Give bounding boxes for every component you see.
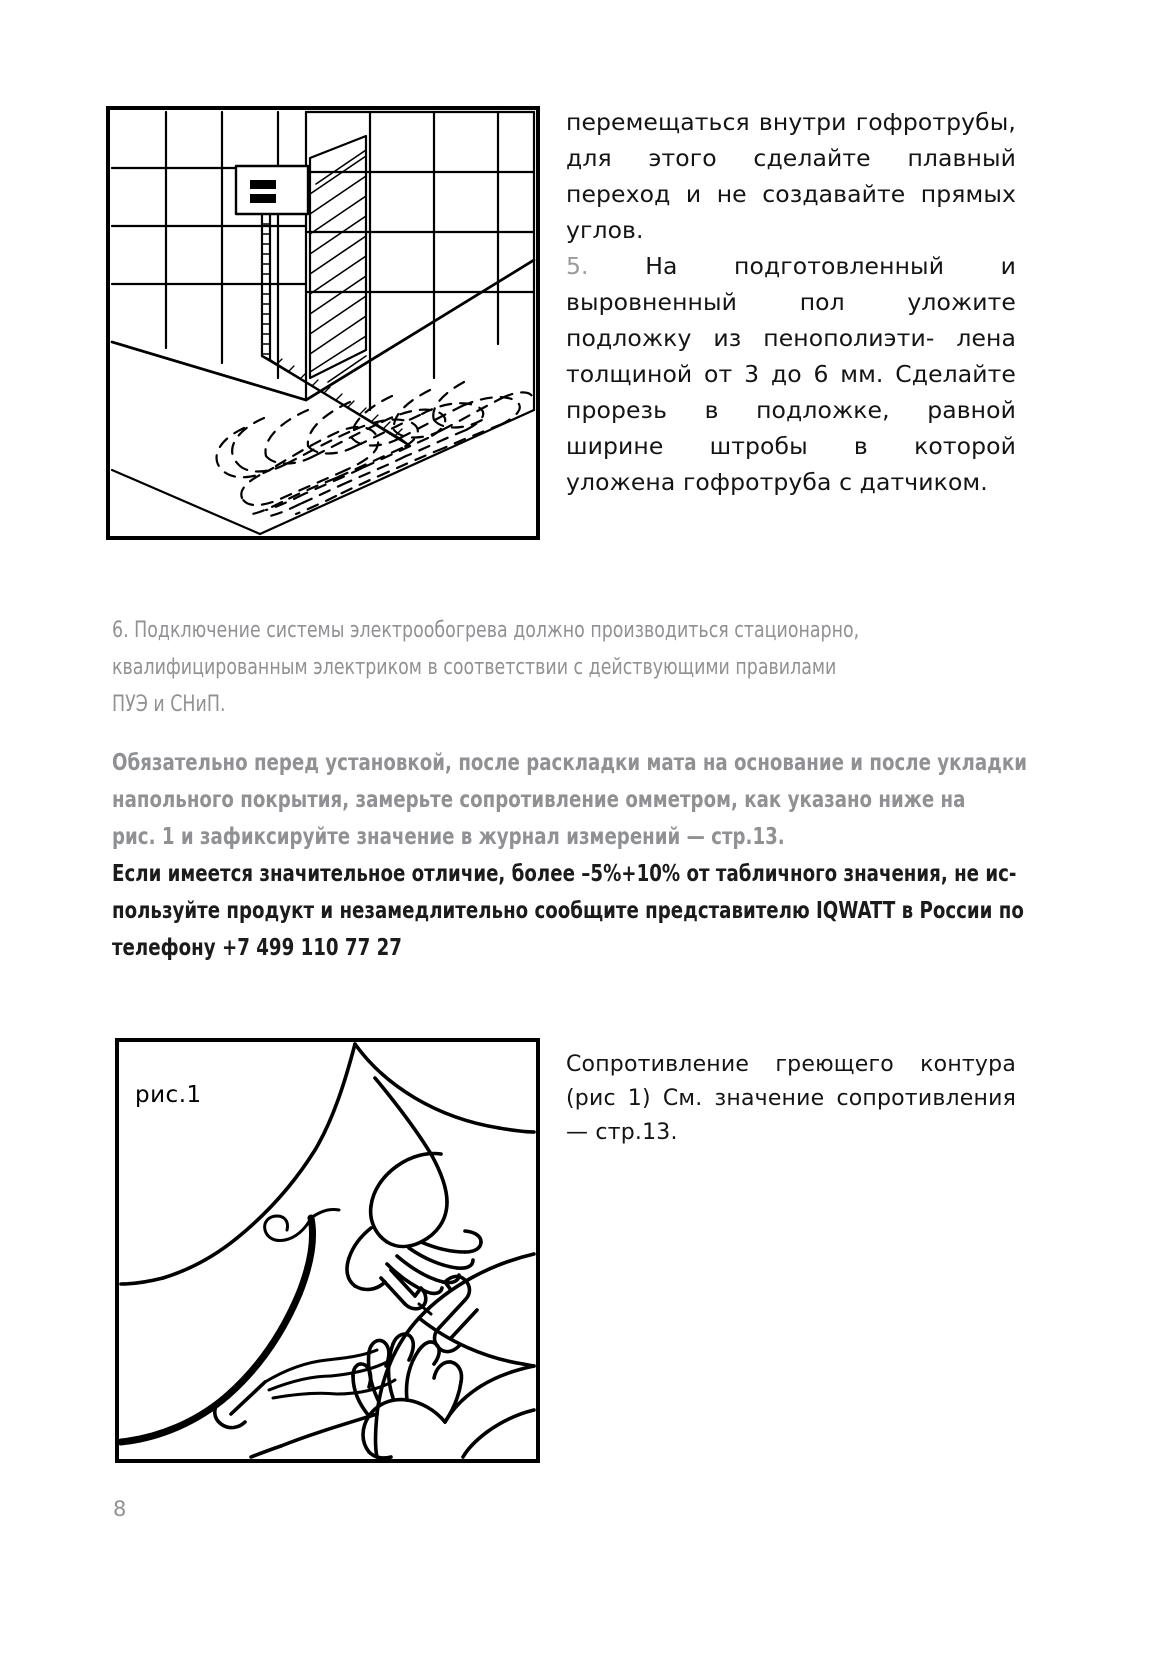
instruction-paragraph-continuation — [566, 104, 1016, 500]
para-top-line-3: создавайте прямых углов. — [566, 180, 1016, 244]
step-5-line-1: На подготовленный и выровненный — [566, 252, 1016, 316]
page-number: 8 — [113, 1497, 127, 1521]
caption-line-2: (рис 1) См. значение сопротивления — — [566, 1086, 1016, 1145]
step-5-line-2: пол уложите подложку из пенополиэти- — [566, 288, 1016, 352]
step-5-line-3: лена толщиной от 3 до 6 мм. Сделайте — [566, 324, 1016, 388]
para-6-line-2: квалифицированным электриком в соответствии с действующими правилами — [112, 655, 837, 680]
para-top-line-2: этого сделайте плавный переход и не — [566, 144, 1016, 208]
warn-dark-line-2: пользуйте продукт и незамедлительно сообщите представителю IQWATT в России по — [112, 898, 1024, 924]
para-top-line-1: перемещаться внутри гофротрубы, для — [566, 108, 1016, 172]
warn-gray-line-3: рис. 1 и зафиксируйте значение в журнал измерений — стр.13. — [112, 824, 785, 850]
figure-1-label: рис.1 — [135, 1082, 202, 1108]
bathroom-floor-heating-diagram — [106, 106, 540, 540]
figure-1-caption — [566, 1048, 1016, 1150]
para-6-line-1: 6. Подключение системы электрообогрева должно производиться стационарно, — [112, 618, 860, 643]
para-6-line-3: ПУЭ и СНиП. — [112, 692, 226, 717]
step-5-line-6: с датчиком. — [839, 468, 988, 496]
warn-gray-line-1: Обязательно перед установкой, после раскладки мата на основание и после укладки — [112, 750, 1027, 776]
measurement-warning-paragraph — [112, 745, 1027, 967]
warn-dark-line-3: телефону +7 499 110 77 27 — [112, 935, 402, 961]
step-5-line-5: штробы в которой уложена гофротруба — [566, 432, 1016, 496]
instruction-paragraph-6 — [112, 612, 1017, 723]
caption-line-3: стр.13. — [595, 1120, 678, 1145]
step-5-line-4: прорезь в подложке, равной ширине — [566, 396, 1016, 460]
step-number-5: 5. — [566, 252, 589, 280]
warn-gray-line-2: напольного покрытия, замерьте сопротивление омметром, как указано ниже на — [112, 787, 966, 813]
room-figure-svg — [110, 110, 536, 536]
warn-dark-line-1: Если имеется значительное отличие, более –5%+10% от табличного значения, не ис- — [112, 861, 1017, 887]
caption-line-1: Сопротивление греющего контура — [566, 1052, 1016, 1077]
